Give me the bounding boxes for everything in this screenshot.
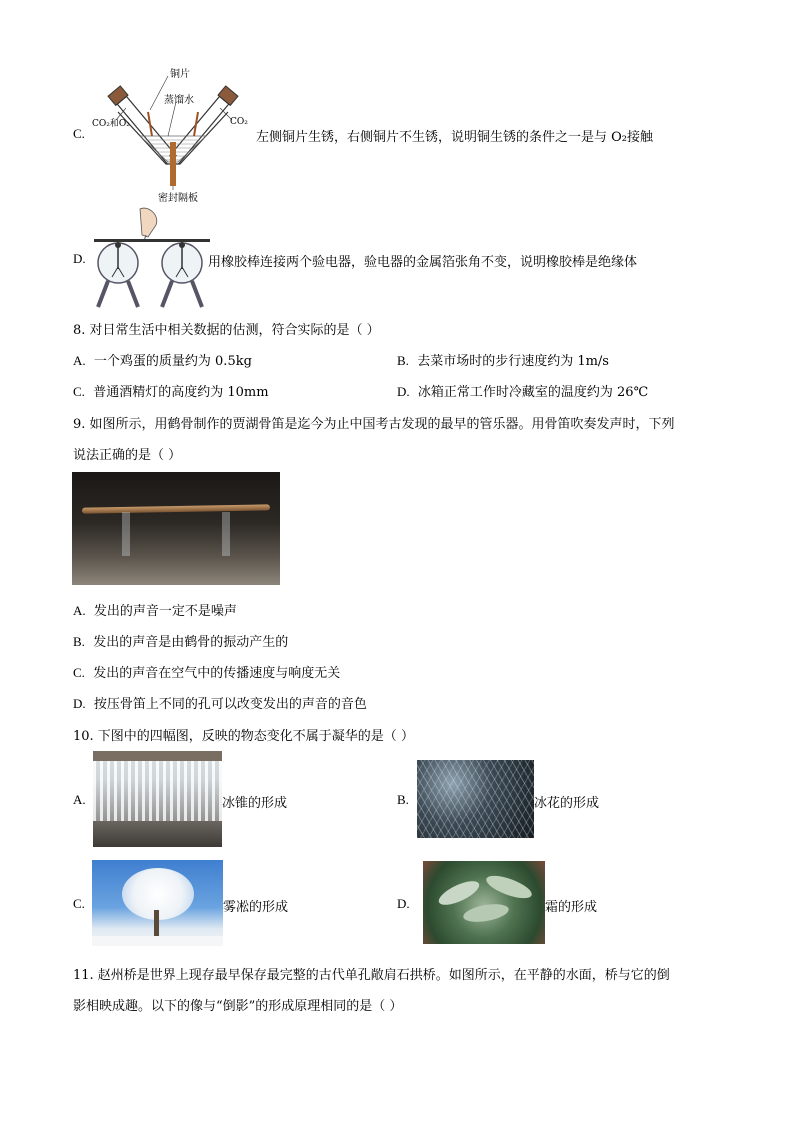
option-letter: D.	[397, 896, 410, 911]
q8-option-d: D. 冰箱正常工作时冷藏室的温度约为 26℃	[397, 384, 649, 400]
option-letter: A.	[73, 792, 86, 807]
option-text: 冰花的形成	[534, 796, 600, 811]
q8-option-c: C. 普通酒精灯的高度约为 10mm	[73, 384, 269, 400]
question-stem: 8. 对日常生活中相关数据的估测，符合实际的是（ ）	[73, 323, 380, 338]
right-gas-label: CO₂	[230, 117, 248, 127]
hand-icon	[140, 208, 157, 237]
question-stem-line2: 影相映成趣。以下的像与“倒影”的形成原理相同的是（ ）	[73, 999, 403, 1014]
option-text: 左侧铜片生锈，右侧铜片不生锈，说明铜生锈的条件之一是与 O₂接触	[256, 130, 654, 145]
question-stem-line1: 9. 如图所示，用鹤骨制作的贾湖骨笛是迄今为止中国考古发现的最早的管乐器。用骨笛吹奏发声时，下列	[73, 417, 675, 432]
question-stem: 10. 下图中的四幅图，反映的物态变化不属于凝华的是（ ）	[73, 729, 414, 744]
bone-flute-photo	[72, 472, 280, 585]
partition-label: 密封隔板	[158, 193, 198, 204]
right-copper-strip	[194, 112, 198, 136]
question-stem-line1: 11. 赵州桥是世界上现存最早保存最完整的古代单孔敞肩石拱桥。如图所示，在平静的水面，桥与它的倒	[73, 968, 670, 983]
frost-leaf-photo	[423, 861, 545, 944]
option-letter: C.	[73, 896, 85, 911]
q8-option-b: B. 去菜市场时的步行速度约为 1m/s	[397, 353, 609, 369]
water-label: 蒸馏水	[164, 95, 194, 106]
option-text: 冰锥的形成	[222, 796, 288, 811]
left-electroscope	[98, 242, 138, 307]
q9-option-d: D. 按压骨笛上不同的孔可以改变发出的声音的音色	[73, 696, 367, 712]
question-stem-line2: 说法正确的是（ ）	[73, 448, 182, 463]
option-letter: C.	[73, 126, 85, 141]
copper-rust-apparatus-diagram	[88, 62, 258, 207]
q9-option-b: B. 发出的声音是由鹤骨的振动产生的	[73, 634, 289, 650]
left-gas-label: CO₂和O₂	[92, 119, 130, 129]
option-letter: D.	[73, 251, 86, 266]
right-electroscope	[162, 242, 202, 307]
q9-option-a: A. 发出的声音一定不是噪声	[73, 603, 237, 619]
rime-tree-photo	[92, 860, 223, 946]
option-text: 雾凇的形成	[223, 900, 289, 915]
option-text: 霜的形成	[545, 900, 598, 915]
rubber-rod	[94, 239, 210, 242]
electroscope-diagram	[90, 207, 210, 311]
copper-label: 铜片	[170, 69, 190, 80]
q9-option-c: C. 发出的声音在空气中的传播速度与响度无关	[73, 665, 341, 681]
option-letter: B.	[397, 792, 409, 807]
icicle-photo	[93, 751, 222, 847]
sealed-partition	[170, 142, 176, 186]
q8-option-a: A. 一个鸡蛋的质量约为 0.5kg	[73, 353, 252, 369]
option-text: 用橡胶棒连接两个验电器，验电器的金属箔张角不变，说明橡胶棒是绝缘体	[208, 255, 638, 270]
left-copper-strip	[148, 112, 152, 136]
ice-flower-photo	[417, 760, 534, 838]
